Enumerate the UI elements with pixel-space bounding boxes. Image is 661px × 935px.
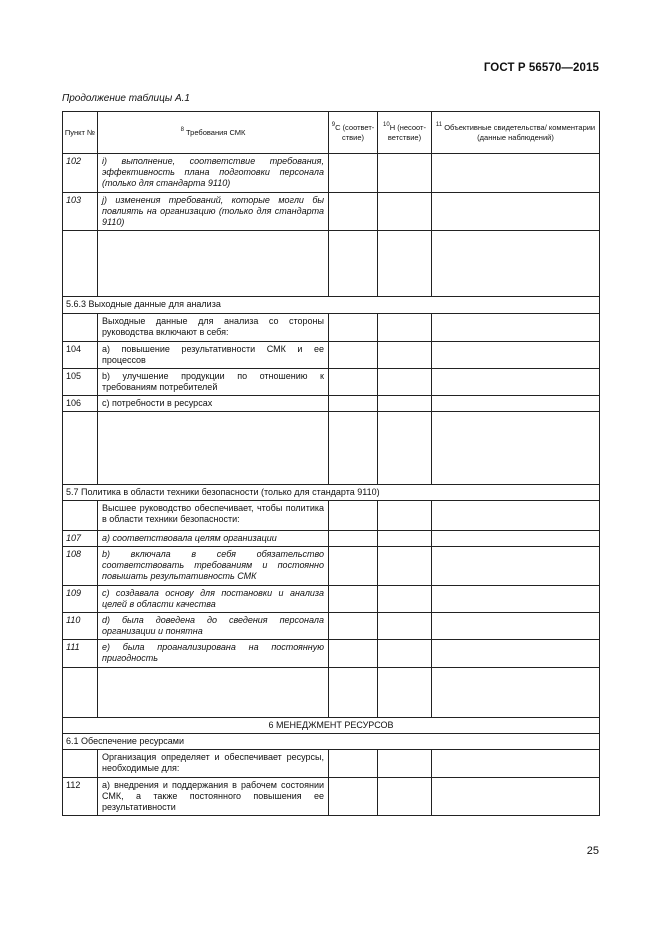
nonconformity-cell[interactable]	[378, 396, 432, 412]
evidence-cell[interactable]	[432, 314, 600, 342]
nonconformity-cell[interactable]	[378, 750, 432, 778]
evidence-cell[interactable]	[432, 154, 600, 193]
section-row	[63, 297, 600, 314]
col-nonconf-footnote: 10	[383, 122, 390, 128]
evidence-cell[interactable]	[432, 547, 600, 586]
chapter-title: 6 МЕНЕДЖМЕНТ РЕСУРСОВ	[63, 718, 600, 734]
col-conf-label: С (соответ-ствие)	[335, 123, 375, 142]
evidence-cell[interactable]	[432, 778, 600, 816]
table-row	[63, 501, 600, 531]
nonconformity-cell[interactable]	[378, 154, 432, 193]
table-row	[63, 342, 600, 369]
conformity-cell[interactable]	[329, 193, 378, 231]
evidence-cell[interactable]	[432, 613, 600, 640]
evidence-cell[interactable]	[432, 640, 600, 668]
row-number	[63, 501, 98, 531]
col-requirements-header	[98, 112, 329, 154]
conformity-cell[interactable]	[329, 531, 378, 547]
evidence-cell[interactable]	[432, 750, 600, 778]
requirement-text: e) была проанализирована на постоянную пригодность	[98, 640, 329, 668]
section-title: 5.6.3 Выходные данные для анализа	[63, 297, 600, 314]
table-caption: Продолжение таблицы А.1	[62, 93, 190, 104]
empty-cell	[63, 668, 98, 718]
empty-cell	[329, 412, 378, 485]
row-number: 108	[63, 547, 98, 586]
conformity-cell[interactable]	[329, 640, 378, 668]
table-row	[63, 314, 600, 342]
evidence-cell[interactable]	[432, 501, 600, 531]
row-number: 103	[63, 193, 98, 231]
empty-cell	[432, 412, 600, 485]
conformity-cell[interactable]	[329, 342, 378, 369]
table-row	[63, 547, 600, 586]
row-number: 106	[63, 396, 98, 412]
table-row	[63, 613, 600, 640]
table-row	[63, 640, 600, 668]
empty-cell	[378, 412, 432, 485]
empty-cell	[432, 668, 600, 718]
page-number: 25	[586, 845, 599, 857]
requirement-text: a) соответствовала целям организации	[98, 531, 329, 547]
col-nonconformity-header	[378, 112, 432, 154]
nonconformity-cell[interactable]	[378, 547, 432, 586]
row-number: 105	[63, 369, 98, 396]
nonconformity-cell[interactable]	[378, 531, 432, 547]
col-req-label: Требования СМК	[186, 127, 246, 137]
requirement-text: a) внедрения и поддержания в рабочем состоянии СМК, а также постоянного повышения ее результативности	[98, 778, 329, 816]
row-number: 107	[63, 531, 98, 547]
nonconformity-cell[interactable]	[378, 613, 432, 640]
requirement-text: b) улучшение продукции по отношению к требованиям потребителей	[98, 369, 329, 396]
col-evidence-footnote: 11	[435, 122, 443, 128]
col-item-header: Пункт №	[63, 112, 98, 154]
conformity-cell[interactable]	[329, 547, 378, 586]
conformity-cell[interactable]	[329, 501, 378, 531]
conformity-cell[interactable]	[329, 778, 378, 816]
requirement-text: b) включала в себя обязательство соответствовать требованиям и постоянно повышать результативность СМК	[98, 547, 329, 586]
table-row	[63, 154, 600, 193]
empty-cell	[63, 412, 98, 485]
nonconformity-cell[interactable]	[378, 314, 432, 342]
nonconformity-cell[interactable]	[378, 501, 432, 531]
row-number: 109	[63, 586, 98, 613]
table-row	[63, 531, 600, 547]
table-row	[63, 396, 600, 412]
blank-row	[63, 668, 600, 718]
blank-row	[63, 412, 600, 485]
col-nonconf-label: Н (несоот-ветствие)	[387, 123, 426, 142]
empty-cell	[378, 668, 432, 718]
empty-cell	[329, 231, 378, 297]
empty-cell	[329, 668, 378, 718]
requirement-text: d) была доведена до сведения персонала организации и понятна	[98, 613, 329, 640]
conformity-cell[interactable]	[329, 613, 378, 640]
row-number	[63, 314, 98, 342]
table-row	[63, 193, 600, 231]
evidence-cell[interactable]	[432, 193, 600, 231]
section-row	[63, 734, 600, 750]
row-number: 112	[63, 778, 98, 816]
section-title: 6.1 Обеспечение ресурсами	[63, 734, 600, 750]
nonconformity-cell[interactable]	[378, 586, 432, 613]
table-row	[63, 369, 600, 396]
requirement-text: Выходные данные для анализа со стороны руководства включают в себя:	[98, 314, 329, 342]
empty-cell	[98, 412, 329, 485]
nonconformity-cell[interactable]	[378, 778, 432, 816]
conformity-cell[interactable]	[329, 396, 378, 412]
row-number: 104	[63, 342, 98, 369]
row-number: 110	[63, 613, 98, 640]
blank-row	[63, 231, 600, 297]
table-row	[63, 586, 600, 613]
col-conformity-header	[329, 112, 378, 154]
empty-cell	[98, 668, 329, 718]
empty-cell	[98, 231, 329, 297]
section-row	[63, 718, 600, 734]
section-title: 5.7 Политика в области техники безопасности (только для стандарта 9110)	[63, 485, 600, 501]
row-number: 111	[63, 640, 98, 668]
row-number: 102	[63, 154, 98, 193]
section-row	[63, 485, 600, 501]
col-conf-footnote: 9	[331, 122, 336, 128]
requirement-text: Организация определяет и обеспечивает ресурсы, необходимые для:	[98, 750, 329, 778]
evidence-cell[interactable]	[432, 531, 600, 547]
conformity-cell[interactable]	[329, 369, 378, 396]
nonconformity-cell[interactable]	[378, 640, 432, 668]
requirement-text: c) создавала основу для постановки и анализа целей в области качества	[98, 586, 329, 613]
empty-cell	[378, 231, 432, 297]
requirements-table	[62, 111, 600, 816]
table-header-row	[63, 112, 600, 154]
evidence-cell[interactable]	[432, 586, 600, 613]
requirement-text: Высшее руководство обеспечивает, чтобы политика в области техники безопасности:	[98, 501, 329, 531]
conformity-cell[interactable]	[329, 314, 378, 342]
col-evidence-label: Объективные свидетельства/ комментарии (данные наблюдений)	[444, 123, 596, 142]
row-number	[63, 750, 98, 778]
col-evidence-header	[432, 112, 600, 154]
nonconformity-cell[interactable]	[378, 193, 432, 231]
requirement-text: c) потребности в ресурсах	[98, 396, 329, 412]
col-req-footnote: 8	[180, 126, 184, 133]
nonconformity-cell[interactable]	[378, 342, 432, 369]
empty-cell	[432, 231, 600, 297]
nonconformity-cell[interactable]	[378, 369, 432, 396]
requirement-text: i) выполнение, соответствие требования, эффективность плана подготовки персонала (только для стандарта 9110)	[98, 154, 329, 193]
evidence-cell[interactable]	[432, 396, 600, 412]
table-row	[63, 778, 600, 816]
empty-cell	[63, 231, 98, 297]
requirement-text: a) повышение результативности СМК и ее процессов	[98, 342, 329, 369]
requirement-text: j) изменения требований, которые могли бы повлиять на организацию (только для стандарта 9110)	[98, 193, 329, 231]
evidence-cell[interactable]	[432, 342, 600, 369]
conformity-cell[interactable]	[329, 586, 378, 613]
conformity-cell[interactable]	[329, 154, 378, 193]
conformity-cell[interactable]	[329, 750, 378, 778]
evidence-cell[interactable]	[432, 369, 600, 396]
document-code: ГОСТ Р 56570—2015	[483, 62, 599, 74]
table-row	[63, 750, 600, 778]
